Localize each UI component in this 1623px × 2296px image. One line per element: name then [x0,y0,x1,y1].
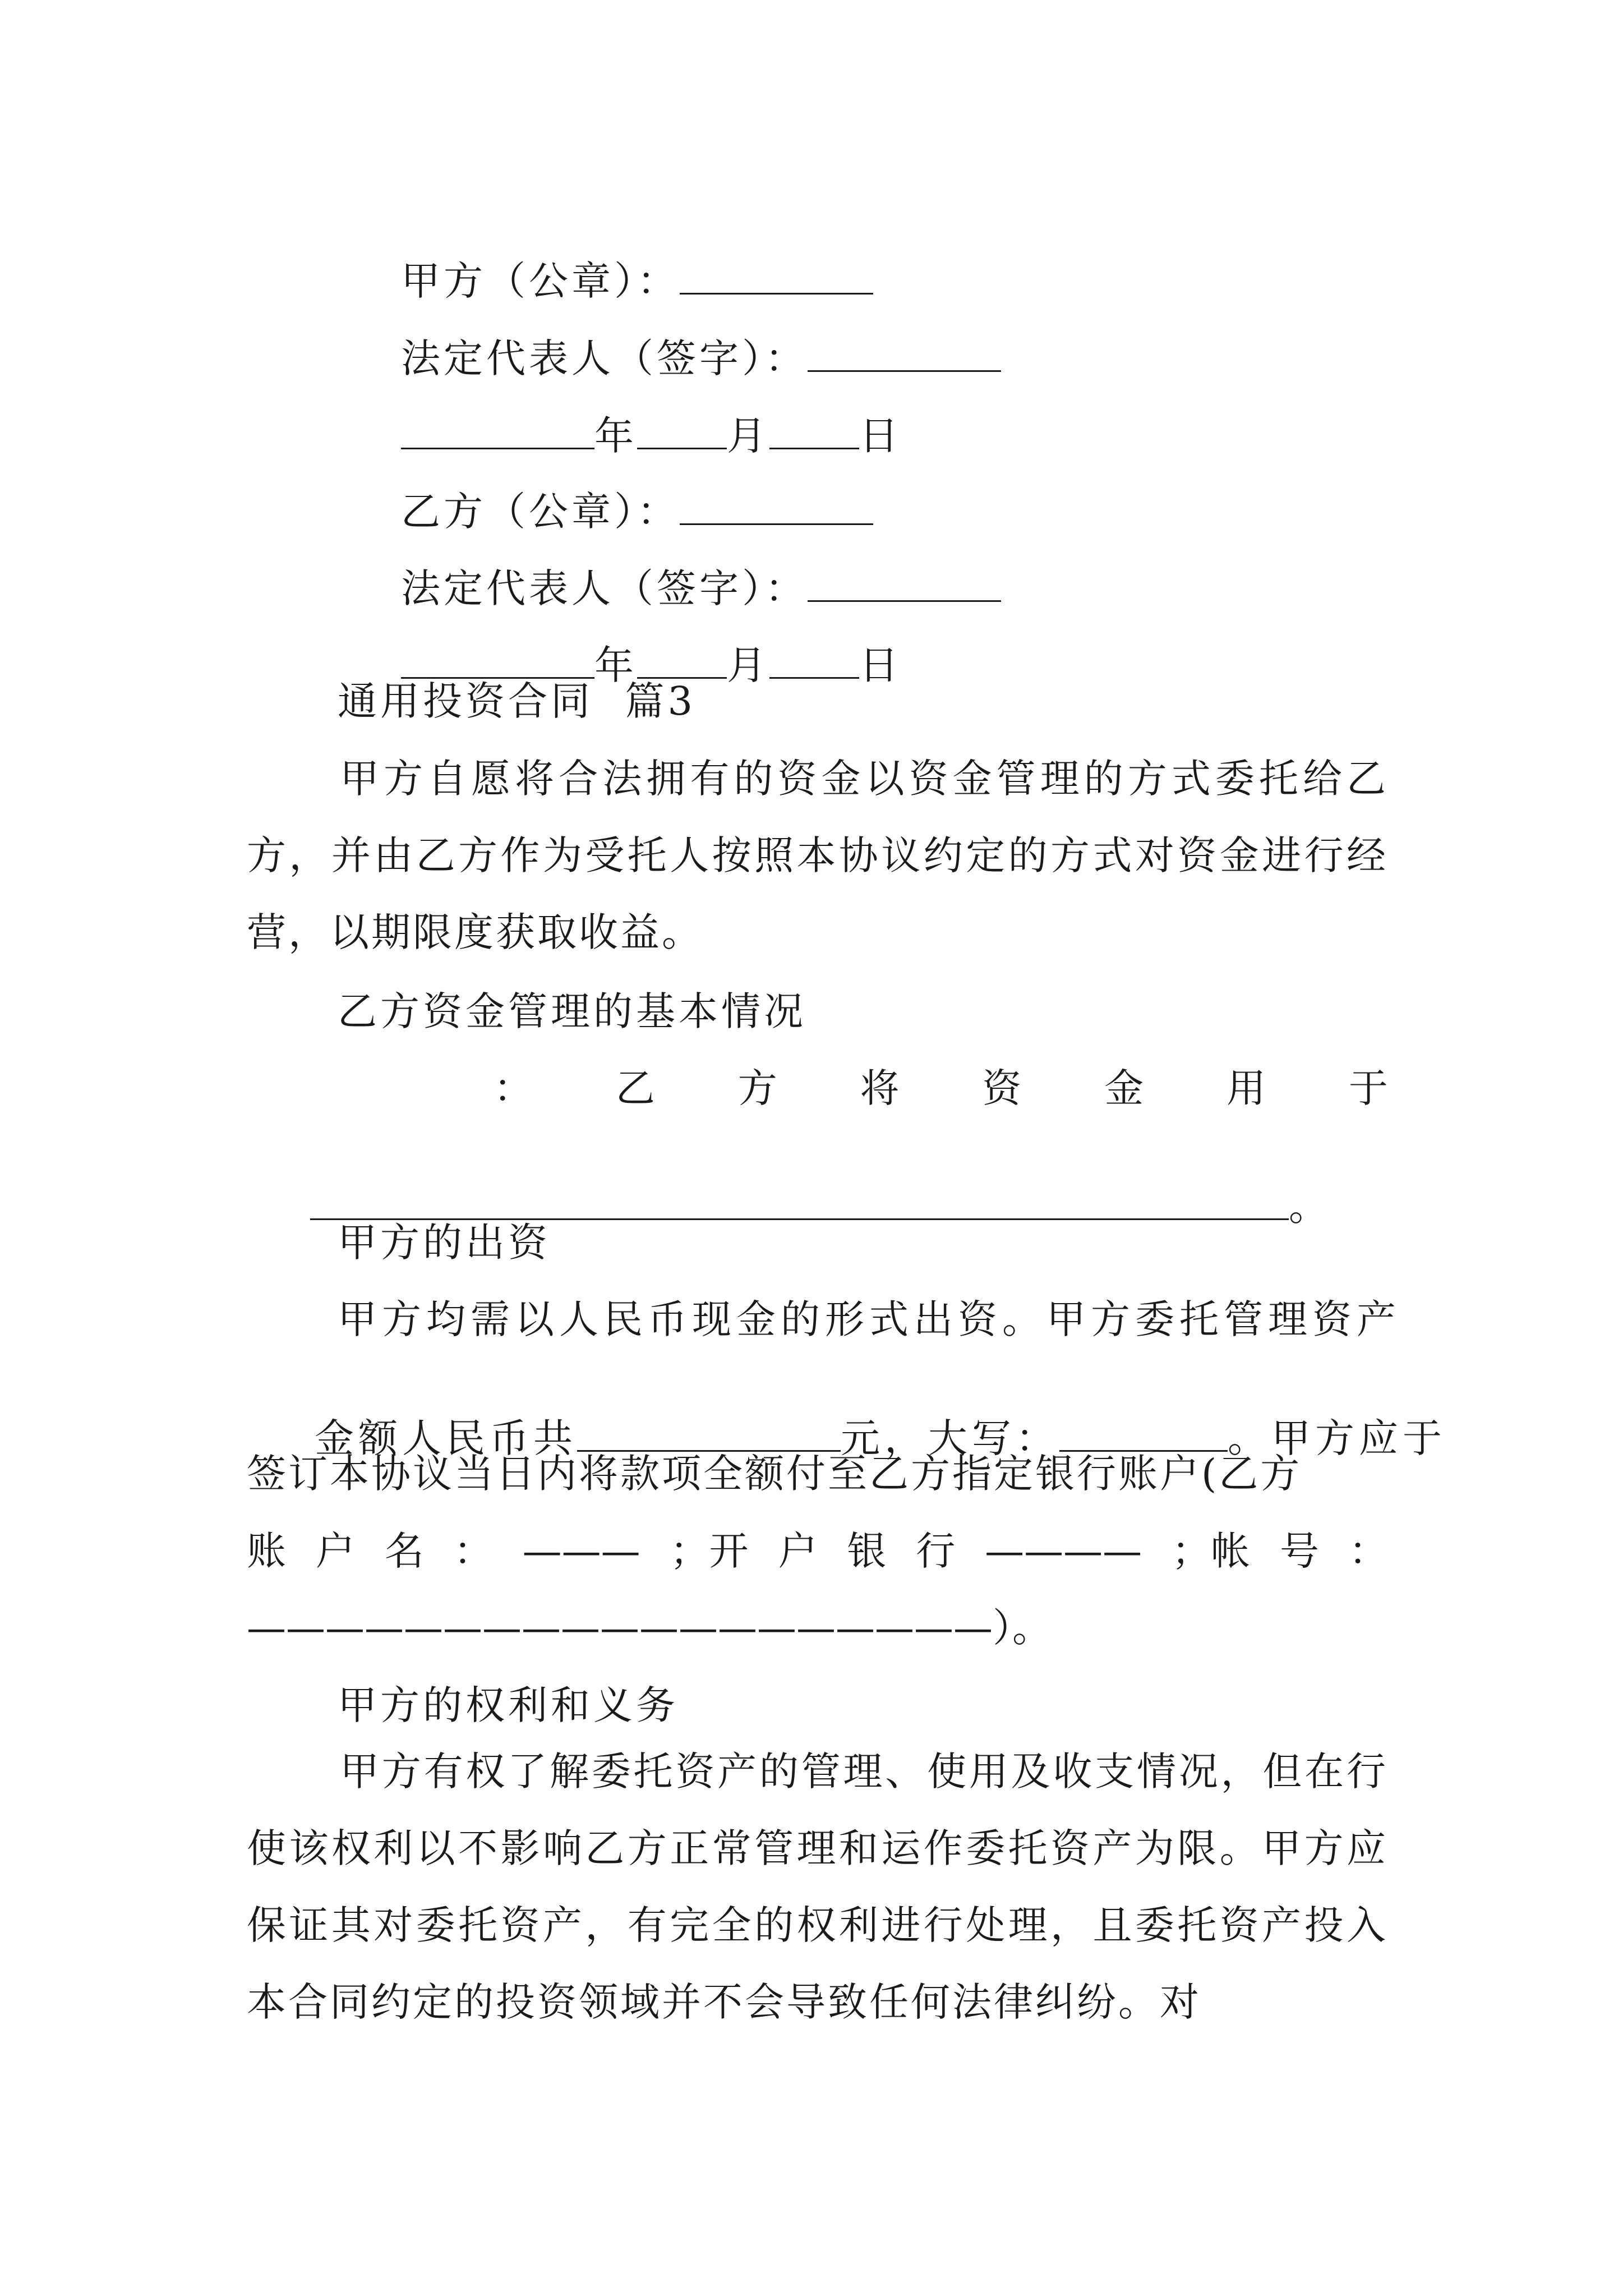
account-token: 户 [778,1528,818,1574]
usage-word: 金 [1104,1065,1144,1111]
usage-word: 资 [982,1065,1022,1111]
party-a-seal-label: 甲方（公章）： [401,258,680,304]
party-b-rep-label: 法定代表人（签字）： [401,565,808,611]
usage-word: 于 [1348,1065,1388,1111]
usage-word: 乙 [615,1065,655,1111]
usage-word: 将 [860,1065,900,1111]
usage-blank [310,1185,1289,1220]
party-a-rep-label: 法定代表人（签字）： [401,335,808,381]
section1-usage-row [494,1065,1388,1111]
year-label: 年 [594,413,638,459]
account-token: 账 [247,1528,286,1574]
month-label: 月 [727,413,770,459]
party-b-seal-label: 乙方（公章）： [401,489,680,535]
year-blank [401,643,594,679]
section-heading: 通用投资合同 篇3 [338,678,697,724]
year-label: 年 [594,642,638,688]
section3-title: 甲方的权利和义务 [338,1682,679,1728]
account-token: 行 [916,1528,956,1574]
account-token: ： [1348,1528,1388,1574]
usage-word: 方 [737,1065,777,1111]
section2-account-row [247,1528,1388,1574]
section2-line1: 甲方均需以人民币现金的形式出资。甲方委托管理资产 [338,1296,1401,1342]
day-blank [769,414,859,449]
party-b-rep-blank [808,567,1001,602]
party-b-seal-blank [680,490,873,525]
usage-colon: ： [494,1065,533,1111]
section2-title: 甲方的出资 [338,1220,551,1266]
usage-word: 用 [1227,1065,1266,1111]
amount-caps-label: 元，大写： [841,1415,1060,1461]
usage-end: 。 [1289,1184,1332,1230]
month-blank [637,414,727,449]
intro-paragraph: 甲方自愿将合法拥有的资金以资金管理的方式委托给乙方，并由乙方作为受托人按照本协议约定的方式对资金进行经营，以期限度获取收益。 [247,756,1388,955]
account-token: 银 [847,1528,887,1574]
amount-blank [577,1416,841,1452]
month-label: 月 [727,642,770,688]
party-a-seal-blank [680,259,873,295]
year-blank [401,414,594,449]
account-token: ———— [985,1528,1142,1574]
day-label: 日 [859,413,902,459]
section2-line5: ———————————————————）。 [247,1605,1052,1651]
day-label: 日 [859,642,902,688]
section1-title: 乙方资金管理的基本情况 [338,988,806,1034]
account-token: 名 [384,1528,424,1574]
amount-tail: 。甲方应于 [1228,1415,1447,1461]
account-token: ；开 [670,1528,749,1574]
account-token: 号 [1279,1528,1319,1574]
day-blank [769,643,859,679]
account-token: ；帐 [1172,1528,1251,1574]
account-token: 户 [315,1528,355,1574]
amount-label: 金额人民币共 [315,1415,578,1461]
account-token: ： [453,1528,493,1574]
account-token: ——— [522,1528,640,1574]
month-blank [637,643,727,679]
amount-caps-blank [1059,1416,1228,1452]
section2-line3: 签订本协议当日内将款项全额付至乙方指定银行账户(乙方 [247,1451,1302,1497]
party-a-rep-blank [808,337,1001,372]
section3-body: 甲方有权了解委托资产的管理、使用及收支情况，但在行使该权利以不影响乙方正常管理和运作委托资产为限。甲方应保证其对委托资产，有完全的权利进行处理，且委托资产投入本合同约定的投资领域并不会导致任何法律纠纷。对 [247,1749,1388,2025]
